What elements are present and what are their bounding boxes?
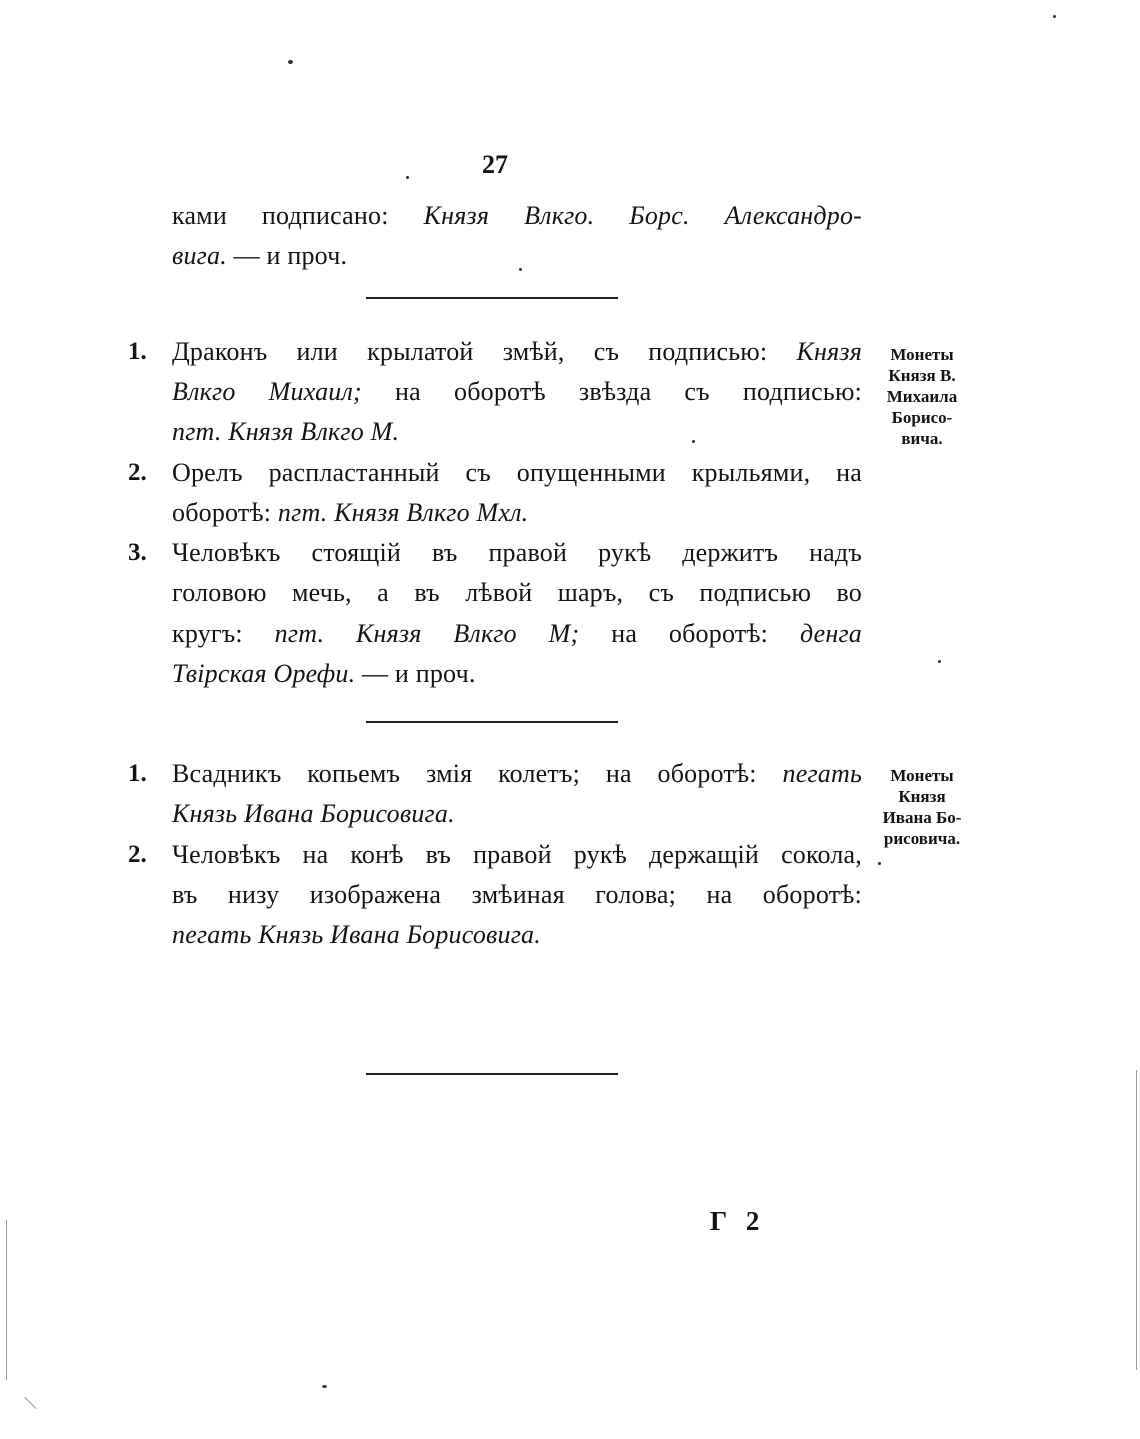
text-run-italic: пгт. Князя Влкго М; (274, 619, 580, 648)
text-run-italic: пегать (782, 759, 863, 788)
text-run-italic: Твірская Орефи. (172, 659, 356, 688)
scan-edge-mark (6, 1220, 7, 1380)
item-text-line (172, 654, 862, 694)
text-run: въ низу изображена змѣиная голова; на оборотѣ: (172, 880, 862, 909)
item-number: 1. (128, 760, 147, 787)
item-text-line (172, 915, 862, 955)
note-line: рисовича. (883, 829, 961, 848)
text-run: оборотѣ: (172, 498, 272, 527)
text-run-italic: Борс. (629, 201, 690, 230)
note-line: Князя В. (888, 366, 956, 385)
text-run-italic: Князь Ивана Борисовига. (172, 799, 455, 828)
item-number: 2. (128, 841, 147, 868)
note-line: вича. (901, 429, 943, 448)
text-run: Человѣкъ стоящій въ правой рукѣ держитъ надъ (172, 538, 862, 567)
item-number: 2. (128, 459, 147, 486)
text-run: Человѣкъ на конѣ въ правой рукѣ держащій сокола, (172, 840, 862, 869)
text-run: Орелъ распластанный съ опущенными крыльями, на (172, 458, 862, 487)
item-text-line (172, 754, 862, 794)
scan-speck (1053, 15, 1056, 18)
note-line: Князя (898, 787, 946, 806)
item-text-line (172, 794, 862, 834)
text-run-italic: вига. (172, 241, 227, 270)
item-text-line (172, 614, 862, 654)
scan-edge-mark (24, 1397, 36, 1409)
text-run-italic: Влкго Михаил; (172, 377, 362, 406)
item-text-line (172, 573, 862, 613)
scan-speck (878, 862, 881, 865)
text-run-italic: пгт. Князя Влкго М. (172, 417, 400, 446)
margin-note-2 (872, 765, 972, 849)
item-text-line (172, 372, 862, 412)
text-run-italic: пгт. Князя Влкго Мхл. (277, 498, 529, 527)
item-text-line (172, 493, 862, 533)
signature-mark: Г 2 (710, 1206, 766, 1236)
text-run: головою мечь, а въ лѣвой шаръ, съ подписью во (172, 578, 862, 607)
text-run-italic: Александро- (724, 201, 863, 230)
scan-speck (938, 660, 941, 663)
text-run-italic: Влкго. (524, 201, 595, 230)
text-run-italic: Князя (423, 201, 490, 230)
page-number: 27 (482, 150, 508, 179)
text-run: — и проч. (233, 241, 348, 270)
item-text-line (172, 332, 862, 372)
text-run: кругъ: (172, 619, 243, 648)
note-line: Михаила (886, 387, 958, 406)
scan-speck (406, 176, 409, 179)
text-run-italic: пегать Князь Ивана Борисовига. (172, 920, 541, 949)
text-run: на оборотѣ звѣзда съ подписью: (395, 377, 863, 406)
text-run: Всадникъ копьемъ змія колетъ; на оборотѣ: (172, 759, 757, 788)
item-text-line (172, 412, 862, 452)
scan-speck (519, 268, 522, 271)
section-divider (366, 721, 618, 723)
scan-speck (692, 440, 695, 443)
intro-line-2 (172, 236, 862, 276)
margin-note-1 (872, 344, 972, 449)
scan-speck (288, 60, 293, 64)
note-line: Монеты (890, 345, 954, 364)
text-run: ками подписано: (172, 201, 389, 230)
item-text-line (172, 875, 862, 915)
item-text-line (172, 533, 862, 573)
item-text-line (172, 835, 862, 875)
text-run-italic: Князя (796, 337, 863, 366)
section-divider (366, 1073, 618, 1075)
scan-speck (322, 1385, 327, 1388)
text-run: — и проч. (362, 659, 476, 688)
text-run: Драконъ или крылатой змѣй, съ подписью: (172, 337, 768, 366)
note-line: Ивана Бо- (882, 808, 962, 827)
note-line: Монеты (890, 766, 954, 785)
item-number: 1. (128, 338, 147, 365)
item-text-line (172, 453, 862, 493)
scan-edge-mark (1136, 1070, 1137, 1370)
section-divider (366, 297, 618, 299)
note-line: Борисо- (891, 408, 953, 427)
intro-line-1 (172, 196, 862, 236)
item-number: 3. (128, 539, 147, 566)
text-run: на оборотѣ: (611, 619, 769, 648)
text-run-italic: денга (799, 619, 862, 648)
